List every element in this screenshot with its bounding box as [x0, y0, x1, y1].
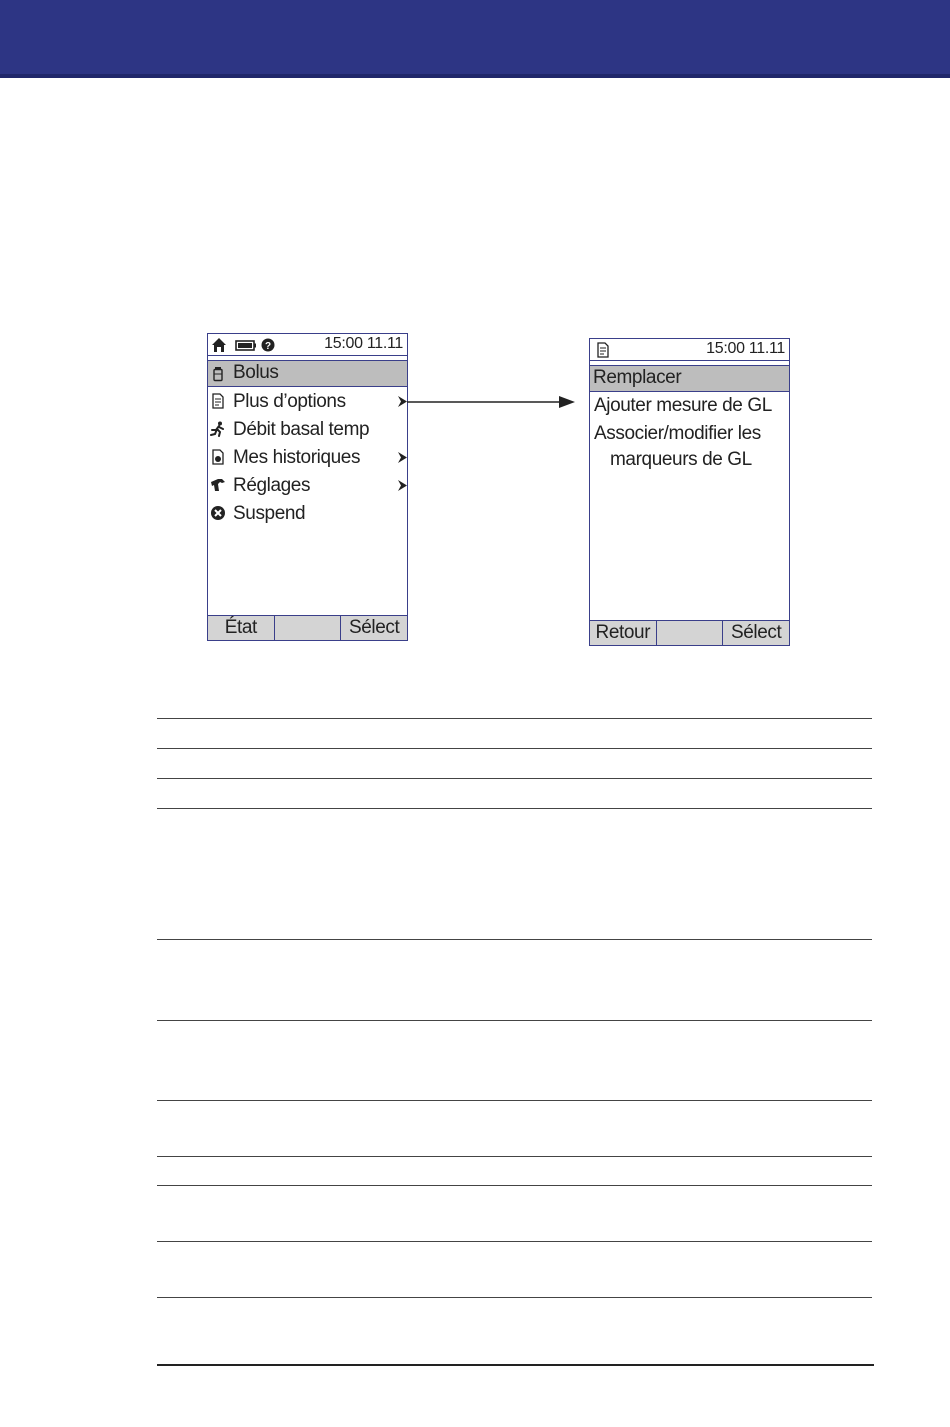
status-bar [208, 334, 407, 356]
suspend-icon [210, 505, 226, 521]
chevron-right-icon [398, 480, 407, 491]
help-icon [262, 339, 275, 353]
running-person-icon [210, 421, 226, 437]
table-rule [157, 939, 872, 940]
status-time: 15:00 11.11 [706, 340, 785, 357]
svg-text:?: ? [264, 341, 272, 352]
table-rule [157, 718, 872, 719]
menu-item-label: Remplacer [593, 367, 682, 388]
table-rule [157, 1241, 872, 1242]
status-time: 15:00 11.11 [324, 335, 403, 352]
table-rule [157, 1100, 872, 1101]
battery-icon [236, 341, 256, 350]
menu-item-label: Bolus [233, 362, 279, 383]
menu-item-label: Plus d’options [233, 391, 346, 412]
table-rule [157, 808, 872, 809]
softkey-left[interactable]: État [208, 616, 275, 640]
menu-item-assign-bg-markers[interactable]: Associer/modifier les [594, 423, 761, 444]
menu-item-replace[interactable] [590, 365, 789, 392]
softkey-bar [590, 620, 789, 645]
bolus-vial-icon [210, 366, 226, 382]
softkey-bar [208, 615, 407, 640]
menu-item-suspend[interactable] [208, 500, 407, 527]
softkey-middle[interactable] [275, 616, 342, 640]
table-rule [157, 1156, 872, 1157]
header-band-shadow [0, 74, 950, 78]
table-bottom-rule [157, 1364, 874, 1366]
table-rule [157, 1020, 872, 1021]
menu-item-temp-basal[interactable] [208, 416, 407, 443]
table-rule [157, 1297, 872, 1298]
menu-item-label: Débit basal temp [233, 419, 370, 440]
more-options-screen [589, 338, 790, 646]
wrench-icon [210, 477, 226, 493]
document-icon [593, 342, 613, 358]
menu-item-assign-bg-markers-cont[interactable]: marqueurs de GL [610, 449, 752, 470]
header-band [0, 0, 950, 76]
status-icons [211, 337, 281, 353]
menu-item-settings[interactable] [208, 472, 407, 499]
softkey-right[interactable]: Sélect [348, 617, 400, 638]
softkey-middle[interactable] [657, 621, 724, 645]
menu-item-label: Suspend [233, 503, 306, 524]
menu-item-label: Mes historiques [233, 447, 361, 468]
chevron-right-icon [398, 396, 407, 407]
chevron-right-icon [398, 452, 407, 463]
home-icon [212, 338, 226, 352]
menu-item-label: Réglages [233, 475, 311, 496]
table-rule [157, 748, 872, 749]
menu-item-bolus[interactable] [208, 360, 407, 387]
softkey-left[interactable]: Retour [590, 621, 657, 645]
status-bar [590, 339, 789, 361]
menu-item-more-options[interactable] [208, 388, 407, 415]
menu-item-add-bg-reading[interactable]: Ajouter mesure de GL [594, 395, 772, 416]
table-rule [157, 778, 872, 779]
table-rule [157, 1185, 872, 1186]
navigation-arrow [407, 392, 577, 412]
menu-item-history[interactable] [208, 444, 407, 471]
history-icon [210, 449, 226, 465]
main-menu-screen [207, 333, 408, 641]
document-icon [210, 393, 226, 409]
softkey-right[interactable]: Sélect [730, 622, 782, 643]
